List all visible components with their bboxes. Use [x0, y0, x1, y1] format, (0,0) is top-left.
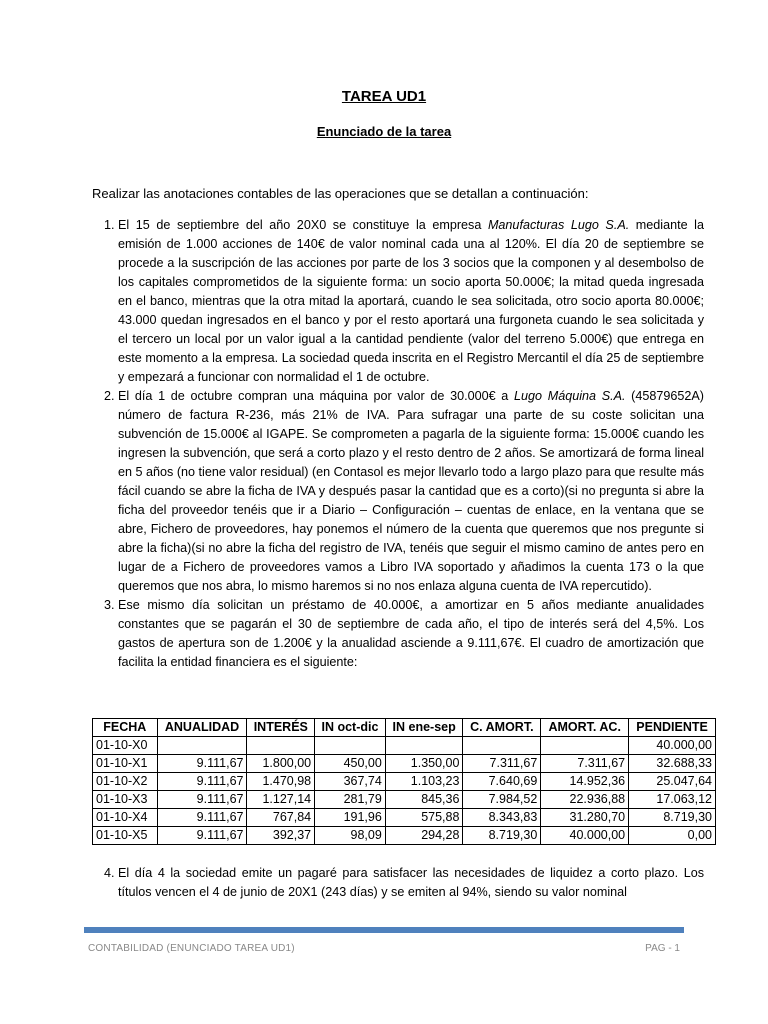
col-header: IN oct-dic — [315, 719, 386, 737]
page-subtitle: Enunciado de la tarea — [316, 124, 452, 139]
footer-title: CONTABILIDAD (ENUNCIADO TAREA UD1) — [88, 943, 295, 954]
col-header: PENDIENTE — [629, 719, 716, 737]
col-header: ANUALIDAD — [157, 719, 247, 737]
operations-list-continued — [92, 864, 704, 902]
table-row: 01-10-X1 9.111,67 1.800,00 450,00 1.350,00 7.311,67 7.311,67 32.688,33 — [93, 755, 716, 773]
amortization-table — [92, 718, 716, 845]
list-item: 3. Ese mismo día solicitan un préstamo de 40.000€, a amortizar en 5 años mediante anualidades constantes que se pagarán el 30 de septiembre de cada año, el tipo de interés será del 4,5%. Los gastos de apertura son de 1.200€ y la anualidad asciende a 9.111,67€. El cuadro de amortización que facilita la entidad financiera es el siguiente: — [118, 596, 704, 672]
col-header: IN ene-sep — [385, 719, 463, 737]
table-row: 01-10-X3 9.111,67 1.127,14 281,79 845,36 7.984,52 22.936,88 17.063,12 — [93, 791, 716, 809]
company-name: Lugo Máquina S.A. — [514, 389, 626, 403]
table-row: 01-10-X4 9.111,67 767,84 191,96 575,88 8.343,83 31.280,70 8.719,30 — [93, 809, 716, 827]
col-header: AMORT. AC. — [541, 719, 629, 737]
list-item: 2. El día 1 de octubre compran una máquina por valor de 30.000€ a Lugo Máquina S.A. (45879652A) número de factura R-236, más 21% de IVA. Para sufragar una parte de su coste solicitan una subvención de 15.000€ al IGAPE. Se comprometen a pagarla de la siguiente forma: 15.000€ cuando les ingresen la subvención, que será a corto plazo y el resto dentro de 2 años. Se amortizará de forma lineal en 5 años (no tiene valor residual) (en Contasol es mejor llevarlo todo a largo plazo para que resulte más fácil cuando se abre la ficha de IVA y después pasar la cantidad que es a corto)(si no pregunta si abre la ficha del proveedor tenéis que ir a Diario – Configuración – cuentas de enlace, en la ventana que se abre, Fichero de proveedores, hay ponemos el número de la cuenta que queremos que nos pregunte si abre la ficha)(si no abre la ficha del registro de IVA, tenéis que seguir el mismo camino de antes pero en lugar de a Fichero de proveedores vamos a Libro IVA soportado y añadimos la cuenta 173 o la que queremos que nos abra, lo mismo haremos si no nos enlaza alguna cuenta de IVA repercutido). — [118, 387, 704, 596]
col-header: C. AMORT. — [463, 719, 541, 737]
intro-paragraph: Realizar las anotaciones contables de las operaciones que se detallan a continuación: — [92, 186, 589, 201]
footer-divider — [84, 927, 684, 933]
list-item: 4. El día 4 la sociedad emite un pagaré para satisfacer las necesidades de liquidez a corto plazo. Los títulos vencen el 4 de junio de 20X1 (243 días) y se emiten al 94%, siendo su valor nominal — [118, 864, 704, 902]
col-header: FECHA — [93, 719, 158, 737]
operations-list — [92, 216, 704, 672]
page-title: TAREA UD1 — [341, 88, 427, 105]
page-number: PAG - 1 — [645, 943, 680, 954]
table-row: 01-10-X0 40.000,00 — [93, 737, 716, 755]
col-header: INTERÉS — [247, 719, 315, 737]
table-header-row — [93, 719, 716, 737]
table-row: 01-10-X5 9.111,67 392,37 98,09 294,28 8.719,30 40.000,00 0,00 — [93, 827, 716, 845]
list-item: 1. El 15 de septiembre del año 20X0 se constituye la empresa Manufacturas Lugo S.A. mediante la emisión de 1.000 acciones de 140€ de valor nominal cada una al 120%. El día 20 de septiembre se procede a la suscripción de las acciones por parte de los 3 socios que la componen y al desembolso de los capitales comprometidos de la siguiente forma: un socio aporta 50.000€; la mitad queda ingresada en el banco, mientras que la otra mitad la aportará, cuando le sea solicitada, otro socio aporta 80.000€; 43.000 quedan ingresados en el banco y por el resto aportará una furgoneta cuando le sea solicitada y el tercero un local por un valor igual a la cantidad pendiente (valor del terreno 5.000€) que entrega en este momento a la empresa. La sociedad queda inscrita en el Registro Mercantil el día 25 de septiembre y empezará a funcionar con normalidad el 1 de octubre. — [118, 216, 704, 387]
company-name: Manufacturas Lugo S.A. — [487, 218, 630, 232]
table-row: 01-10-X2 9.111,67 1.470,98 367,74 1.103,23 7.640,69 14.952,36 25.047,64 — [93, 773, 716, 791]
